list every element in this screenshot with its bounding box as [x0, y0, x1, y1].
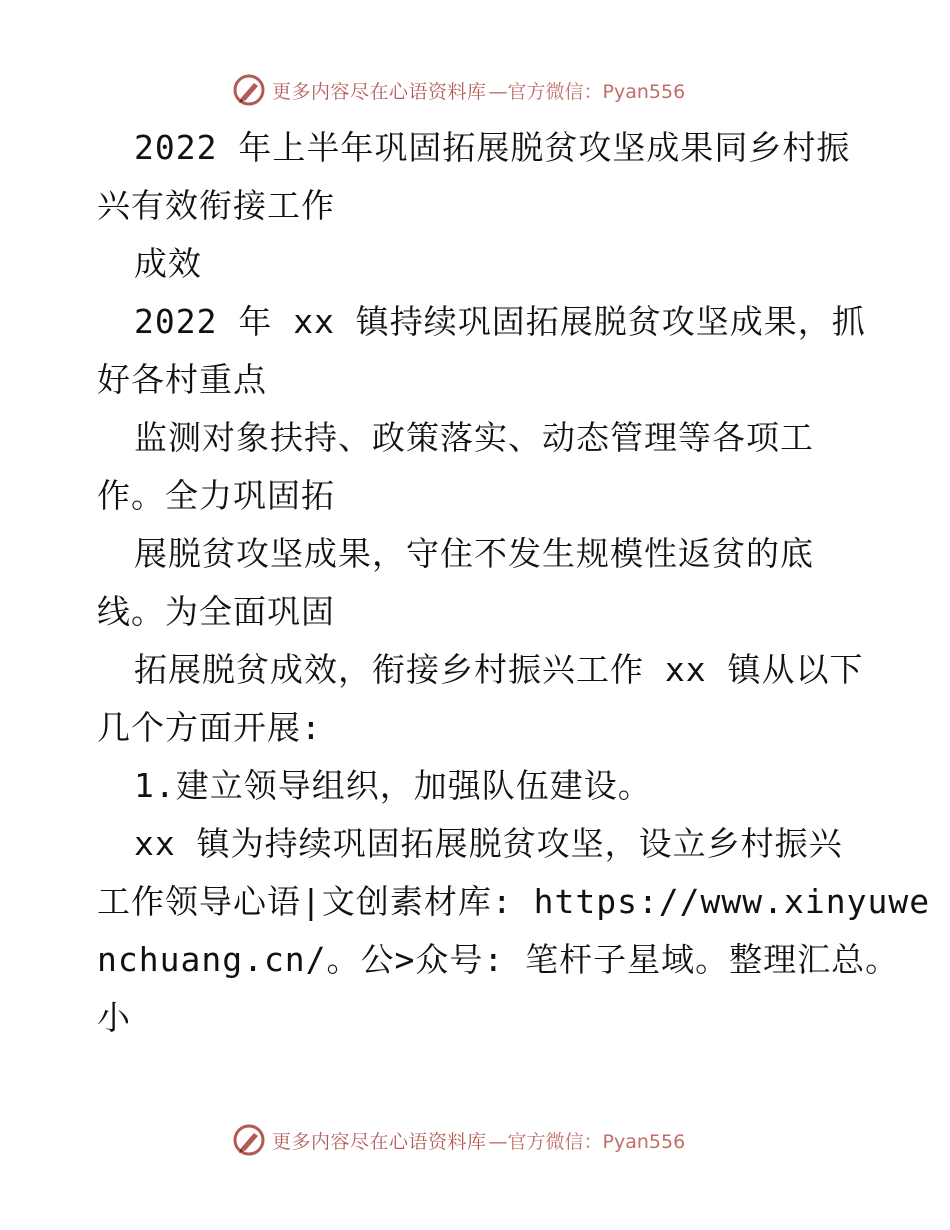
body-line: 工作领导心语|文创素材库: https://www.xinyuwe [97, 882, 931, 921]
body-line: 小 [97, 998, 131, 1037]
pen-logo-icon [232, 73, 266, 107]
section-heading: 1.建立领导组织，加强队伍建设。 [134, 766, 652, 805]
body-line: 展脱贫攻坚成果，守住不发生规模性返贫的底 [134, 534, 814, 573]
header-watermark [232, 72, 685, 108]
body-line: nchuang.cn/。公>众号: 笔杆子星域。整理汇总。 [97, 940, 900, 979]
body-line: xx 镇为持续巩固拓展脱贫攻坚，设立乡村振兴 [134, 824, 843, 863]
body-line: 2022 年上半年巩固拓展脱贫攻坚成果同乡村振 [134, 128, 851, 167]
watermark-main-text: 更多内容尽在心语资料库 [272, 80, 487, 103]
body-line: 线。为全面巩固 [97, 592, 335, 631]
body-line: 作。全力巩固拓 [97, 476, 335, 515]
watermark-main-text: 更多内容尽在心语资料库 [272, 1130, 487, 1153]
body-line: 几个方面开展: [97, 708, 322, 747]
body-line: 兴有效衔接工作 [97, 186, 335, 225]
body-line: 拓展脱贫成效，衔接乡村振兴工作 xx 镇从以下 [134, 650, 864, 689]
watermark-sub-text: —官方微信：Pyan556 [488, 80, 686, 103]
footer-watermark [232, 1122, 685, 1158]
body-line: 好各村重点 [97, 360, 267, 399]
body-line: 成效 [134, 244, 202, 283]
watermark-sub-text: —官方微信：Pyan556 [488, 1130, 686, 1153]
body-line: 2022 年 xx 镇持续巩固拓展脱贫攻坚成果，抓 [134, 302, 866, 341]
pen-logo-icon [232, 1123, 266, 1157]
body-line: 监测对象扶持、政策落实、动态管理等各项工 [134, 418, 814, 457]
